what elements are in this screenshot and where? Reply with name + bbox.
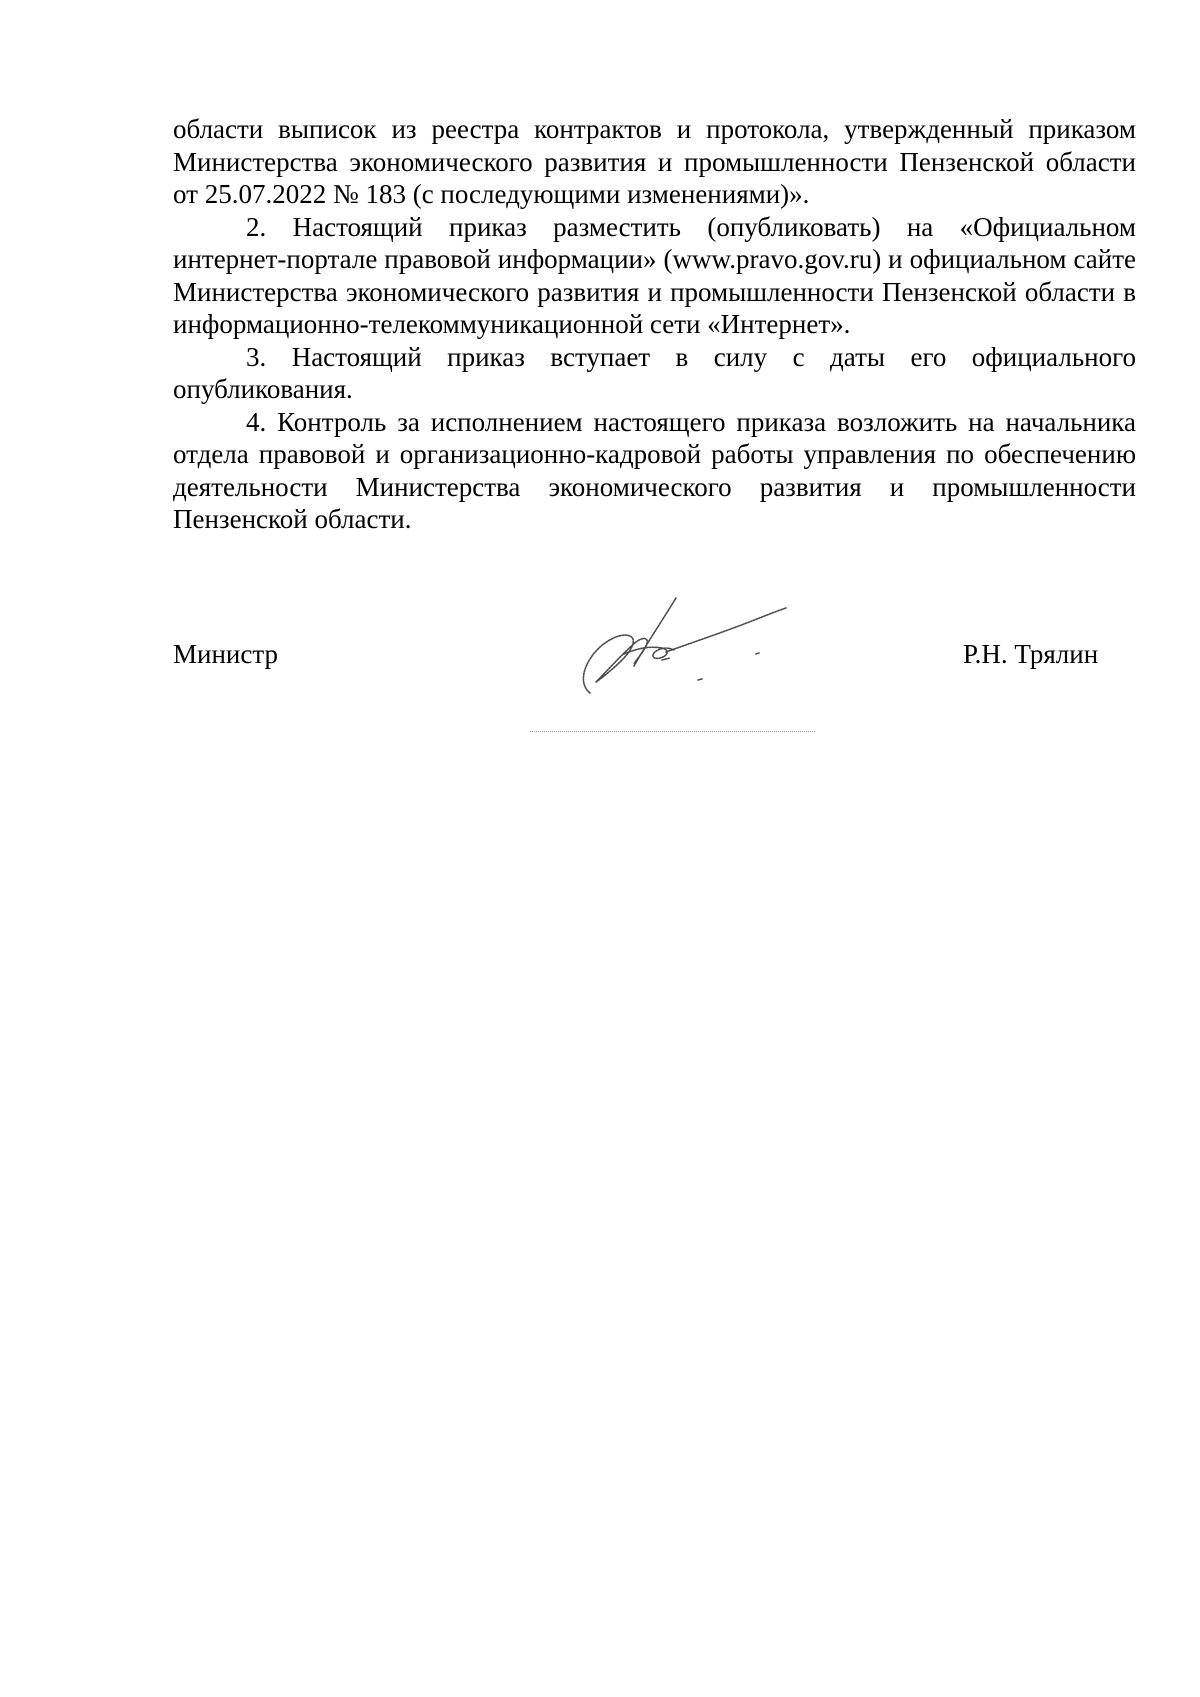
handwritten-signature-icon	[578, 590, 788, 700]
paragraph-item-2: 2. Настоящий приказ разместить (опубликовать) на «Официальном интернет-портале правовой информации» (www.pravo.gov.ru) и официальном сайте Министерства экономического развития и промышленности Пензенской области в информационно-телекоммуникационной сети «Интернет».	[173, 211, 1136, 339]
signatory-title: Министр	[173, 639, 278, 669]
document-body	[173, 113, 1136, 536]
paragraph-item-3: 3. Настоящий приказ вступает в силу с даты его официального опубликования.	[173, 341, 1136, 404]
paragraph-continuation: области выписок из реестра контрактов и протокола, утвержденный приказом Министерства экономического развития и промышленности Пензенской области от 25.07.2022 № 183 (с последующими изменениями)».	[173, 114, 1136, 209]
paragraph-item-4: 4. Контроль за исполнением настоящего приказа возложить на начальника отдела правовой и организационно-кадровой работы управления по обеспечению деятельности Министерства экономического развития и промышленности Пензенской области.	[173, 406, 1136, 534]
dotted-divider	[530, 731, 815, 732]
signatory-name: Р.Н. Трялин	[963, 639, 1099, 669]
